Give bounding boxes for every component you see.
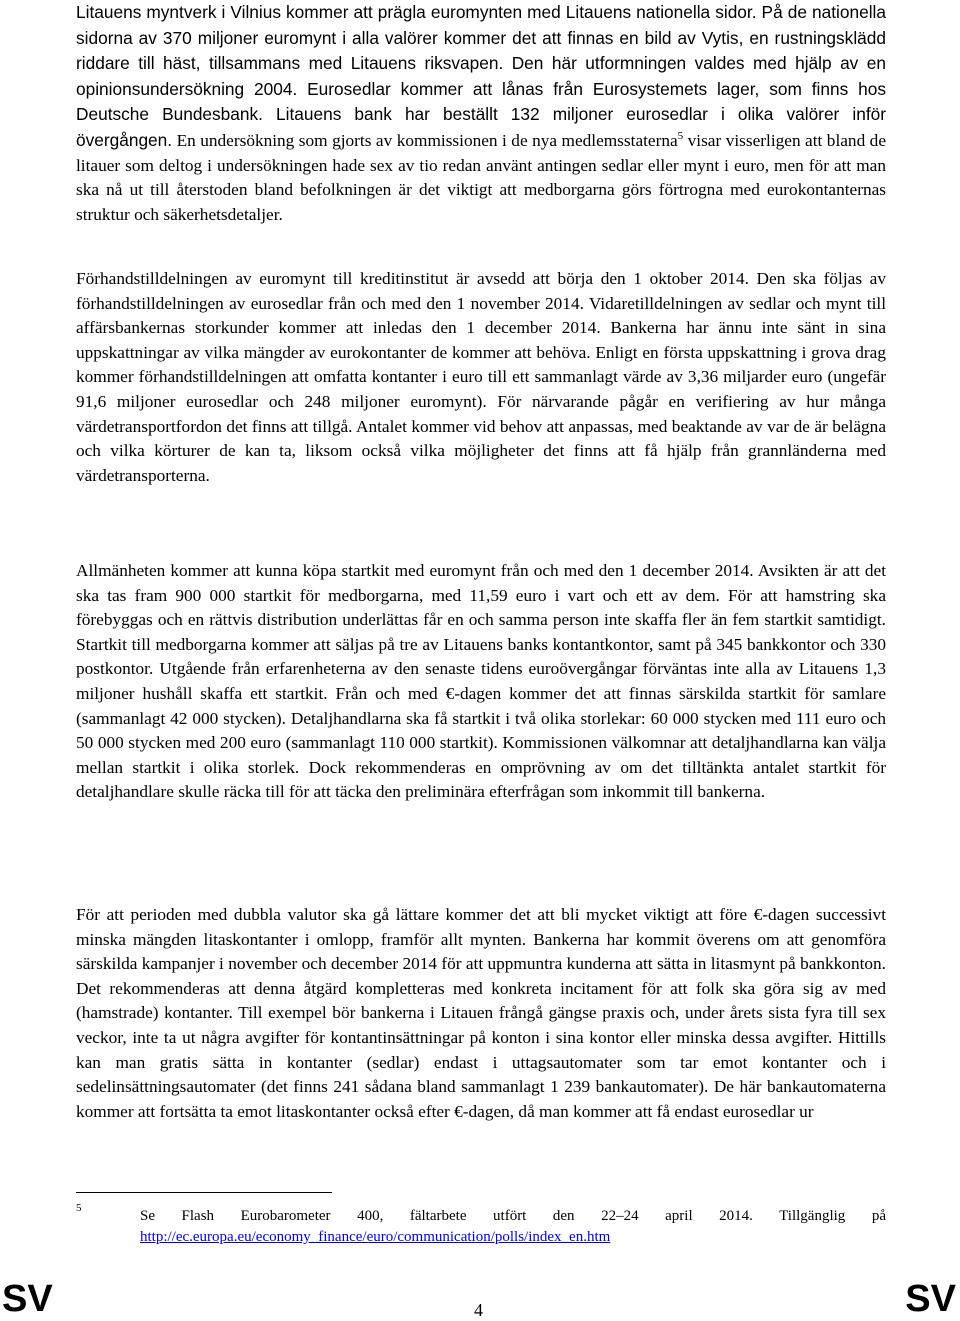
language-code-left: SV [2, 1278, 53, 1320]
footnote-body [140, 1206, 886, 1248]
footnote-separator [76, 1192, 332, 1193]
paragraph-1-serif-part: En undersökning som gjorts av kommissionen i de nya medlemsstaterna [172, 130, 678, 150]
footnote-number: 5 [76, 1202, 82, 1214]
paragraph-1-sans-part: Litauens myntverk i Vilnius kommer att prägla euromynten med Litauens nationella sidor. På de nationella sidorna av 370 miljoner euromynt i alla valörer kommer det att finnas en bild av Vytis, en rustningsklädd riddare till häst, tillsammans med Litauens riksvapen. Den här utformningen valdes med hjälp av en opinionsundersökning 2004. Eurosedlar kommer att lånas från Eurosystemets lager, som finns hos Deutsche Bundesbank. Litauens bank har beställt 132 miljoner eurosedlar i olika valörer inför övergången. [76, 2, 886, 150]
paragraph-1-tail: visar visserligen att bland de litauer som deltog i undersökningen hade sex av tio redan använt antingen sedlar eller mynt i euro, men för att man ska nå ut till återstoden bland befolkningen är det viktigt att medborgarna görs förtrogna med eurokontanternas struktur och säkerhetsdetaljer. [76, 130, 886, 224]
language-code-right: SV [905, 1278, 956, 1320]
paragraph-4: För att perioden med dubbla valutor ska gå lättare kommer det att bli mycket viktigt att före €-dagen successivt minska mängden litaskontanter i omlopp, framför allt mynten. Bankerna har kommit överens om att genomföra särskilda kampanjer i november och december 2014 för att uppmuntra kunderna att sätta in litasmynt på bankkonton. Det rekommenderas att denna åtgärd kompletteras med konkreta incitament för att folk ska göra sig av med (hamstrade) kontanter. Till exempel bör bankerna i Litauen frångå gängse praxis och, under årets sista fyra till sex veckor, inte ta ut några avgifter för kontantinsättningar på konton i sina kontor eller minska dessa avgifter. Hittills kan man gratis sätta in kontanter (sedlar) endast i uttagsautomater som tar emot kontanter och i sedelinsättningsautomater (det finns 241 sådana bland sammanlagt 1 239 bankautomater). De här bankautomaterna kommer att fortsätta ta emot litaskontanter också efter €-dagen, då man kommer att få endast eurosedlar ur [76, 905, 886, 1121]
paragraph-3: Allmänheten kommer att kunna köpa startkit med euromynt från och med den 1 december 2014. Avsikten är att det ska tas fram 900 000 startkit för medborgarna, med 11,59 euro i vart och ett av dem. För att hamstring ska förebyggas och en rättvis distribution underlättas får en och samma person inte skaffa fler än fem startkit samtidigt. Startkit till medborgarna kommer att säljas på tre av Litauens banks kontantkontor, samt på 345 bankkontor och 330 postkontor. Utgående från erfarenheterna av den senaste tidens euroövergångar förväntas inte alla av Litauens 1,3 miljoner hushåll skaffa ett startkit. Från och med €-dagen kommer det att finnas särskilda startkit för samlare (sammanlagt 42 000 stycken). Detaljhandlarna ska få startkit i två olika storlekar: 60 000 stycken med 111 euro och 50 000 stycken med 200 euro (sammanlagt 110 000 startkit). Kommissionen välkomnar att detaljhandlarna kan välja mellan startkit i olika storlek. Dock rekommenderas en omprövning av om det tilltänkta antalet startkit för detaljhandlare skulle räcka till för att täcka den preliminära efterfrågan som inkommit till bankerna. [76, 561, 886, 802]
footnote-link[interactable]: http://ec.europa.eu/economy_finance/euro/communication/polls/index_en.htm [140, 1229, 611, 1245]
paragraph-2: Förhandstilldelningen av euromynt till kreditinstitut är avsedd att börja den 1 oktober 2014. Den ska följas av förhandstilldelningen av eurosedlar från och med den 1 november 2014. Vidaretilldelningen av sedlar och mynt till affärsbankernas storkunder kommer att inledas den 1 december 2014. Bankerna har ännu inte sänt in sina uppskattningar av vilka mängder av eurokontanter de kommer att behöva. Enligt en första uppskattning i grova drag kommer förhandstilldelningen att omfatta kontanter i euro till ett sammanlagt värde av 3,36 miljarder euro (ungefär 91,6 miljoner eurosedlar och 248 miljoner euromynt). För närvarande pågår en verifiering av hur många värdetransportfordon det finns att tillgå. Antalet kommer vid behov att anpassas, med beaktande av var de är belägna och vilka körturer de kan ta, liksom också vilka möjligheter det finns att få hjälp från grannländerna med värdetransporterna. [76, 269, 886, 485]
footnote-text: Se Flash Eurobarometer 400, fältarbete utfört den 22–24 april 2014. Tillgänglig på [140, 1208, 886, 1224]
page-number: 4 [474, 1300, 483, 1320]
footnote-reference[interactable]: 5 [677, 130, 684, 143]
paragraph-1 [76, 0, 886, 227]
